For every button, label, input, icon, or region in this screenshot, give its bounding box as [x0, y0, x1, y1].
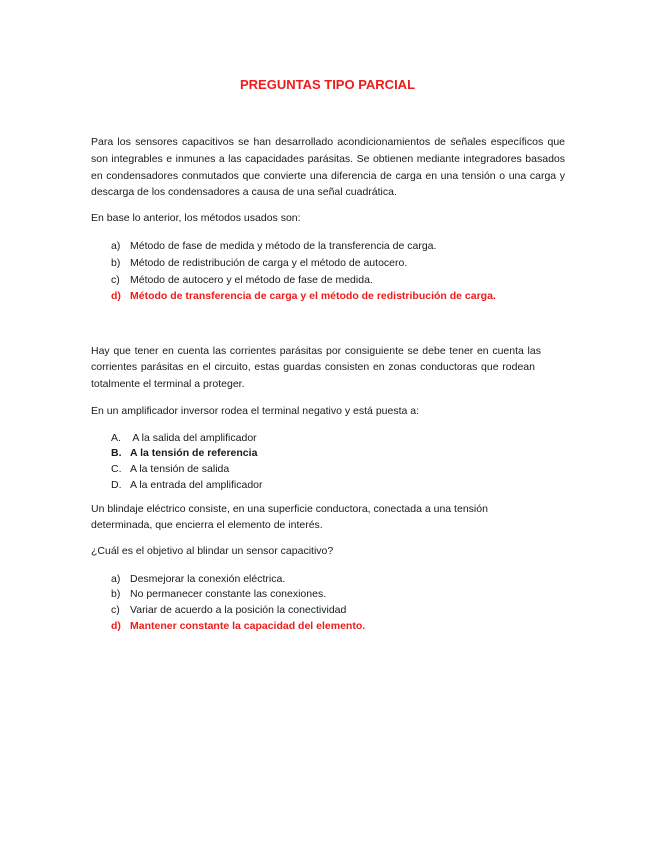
- option-text: A la entrada del amplificador: [130, 479, 263, 491]
- q3-paragraph-line: determinada, que encierra el elemento de interés.: [91, 519, 323, 531]
- option-text: A la salida del amplificador: [130, 432, 257, 444]
- q1-paragraph-line: descarga de los condensadores a causa de una señal cuadrática.: [91, 186, 397, 198]
- q1-paragraph-line: Para los sensores capacitivos se han desarrollado acondicionamientos de señales específicos que: [91, 136, 565, 148]
- q1-option-d-correct: [111, 289, 496, 303]
- q1-option-c: [111, 273, 373, 287]
- option-text: Método de redistribución de carga y el método de autocero.: [130, 257, 408, 269]
- page-title: PREGUNTAS TIPO PARCIAL: [239, 77, 416, 92]
- q1-question: En base lo anterior, los métodos usados son:: [91, 212, 301, 224]
- q2-option-a: [111, 431, 257, 445]
- option-text: Método de autocero y el método de fase de medida.: [130, 274, 373, 286]
- q1-option-a: [111, 239, 436, 253]
- option-text: Mantener constante la capacidad del elemento.: [130, 620, 366, 632]
- q2-paragraph-line: totalmente el terminal a proteger.: [91, 378, 245, 390]
- option-key: C.: [111, 463, 122, 475]
- option-key: a): [111, 240, 121, 252]
- option-text: Variar de acuerdo a la posición la conectividad: [130, 604, 347, 616]
- option-text: Método de transferencia de carga y el método de redistribución de carga.: [130, 290, 496, 302]
- option-key: B.: [111, 447, 122, 459]
- option-key: D.: [111, 479, 122, 491]
- q2-option-b-correct: [111, 446, 257, 460]
- q1-paragraph-line: en condensadores conmutados que convierte una diferencia de carga en una tensión o una carga y: [91, 170, 565, 182]
- q3-option-c: [111, 603, 346, 617]
- q3-paragraph-line: Un blindaje eléctrico consiste, en una superficie conductora, conectada a una tensión: [91, 503, 488, 515]
- option-key: d): [111, 290, 121, 302]
- option-key: d): [111, 620, 121, 632]
- option-key: A.: [111, 432, 121, 444]
- option-key: c): [111, 274, 120, 286]
- q2-option-c: [111, 462, 229, 476]
- q1-option-b: [111, 256, 407, 270]
- q2-paragraph-line: corrientes parásitas en el circuito, estas guardas consisten en zonas conductoras que rodean: [91, 361, 535, 373]
- option-key: a): [111, 573, 121, 585]
- q2-option-d: [111, 478, 263, 492]
- option-key: b): [111, 257, 121, 269]
- option-key: c): [111, 604, 120, 616]
- q3-question: ¿Cuál es el objetivo al blindar un sensor capacitivo?: [91, 545, 334, 557]
- option-text: A la tensión de salida: [130, 463, 230, 475]
- q2-question: En un amplificador inversor rodea el terminal negativo y está puesta a:: [91, 405, 420, 417]
- option-text: A la tensión de referencia: [130, 447, 258, 459]
- option-text: Desmejorar la conexión eléctrica.: [130, 573, 286, 585]
- q3-option-b: [111, 587, 326, 601]
- option-text: No permanecer constante las conexiones.: [130, 588, 327, 600]
- option-text: Método de fase de medida y método de la transferencia de carga.: [130, 240, 437, 252]
- q1-paragraph-line: son integrables e inmunes a las capacidades parásitas. Se obtienen mediante integradores basados: [91, 153, 565, 165]
- q3-option-d-correct: [111, 619, 365, 633]
- option-key: b): [111, 588, 121, 600]
- q2-paragraph-line: Hay que tener en cuenta las corrientes parásitas por consiguiente se debe tener en cuenta las: [91, 345, 541, 357]
- q3-option-a: [111, 572, 285, 586]
